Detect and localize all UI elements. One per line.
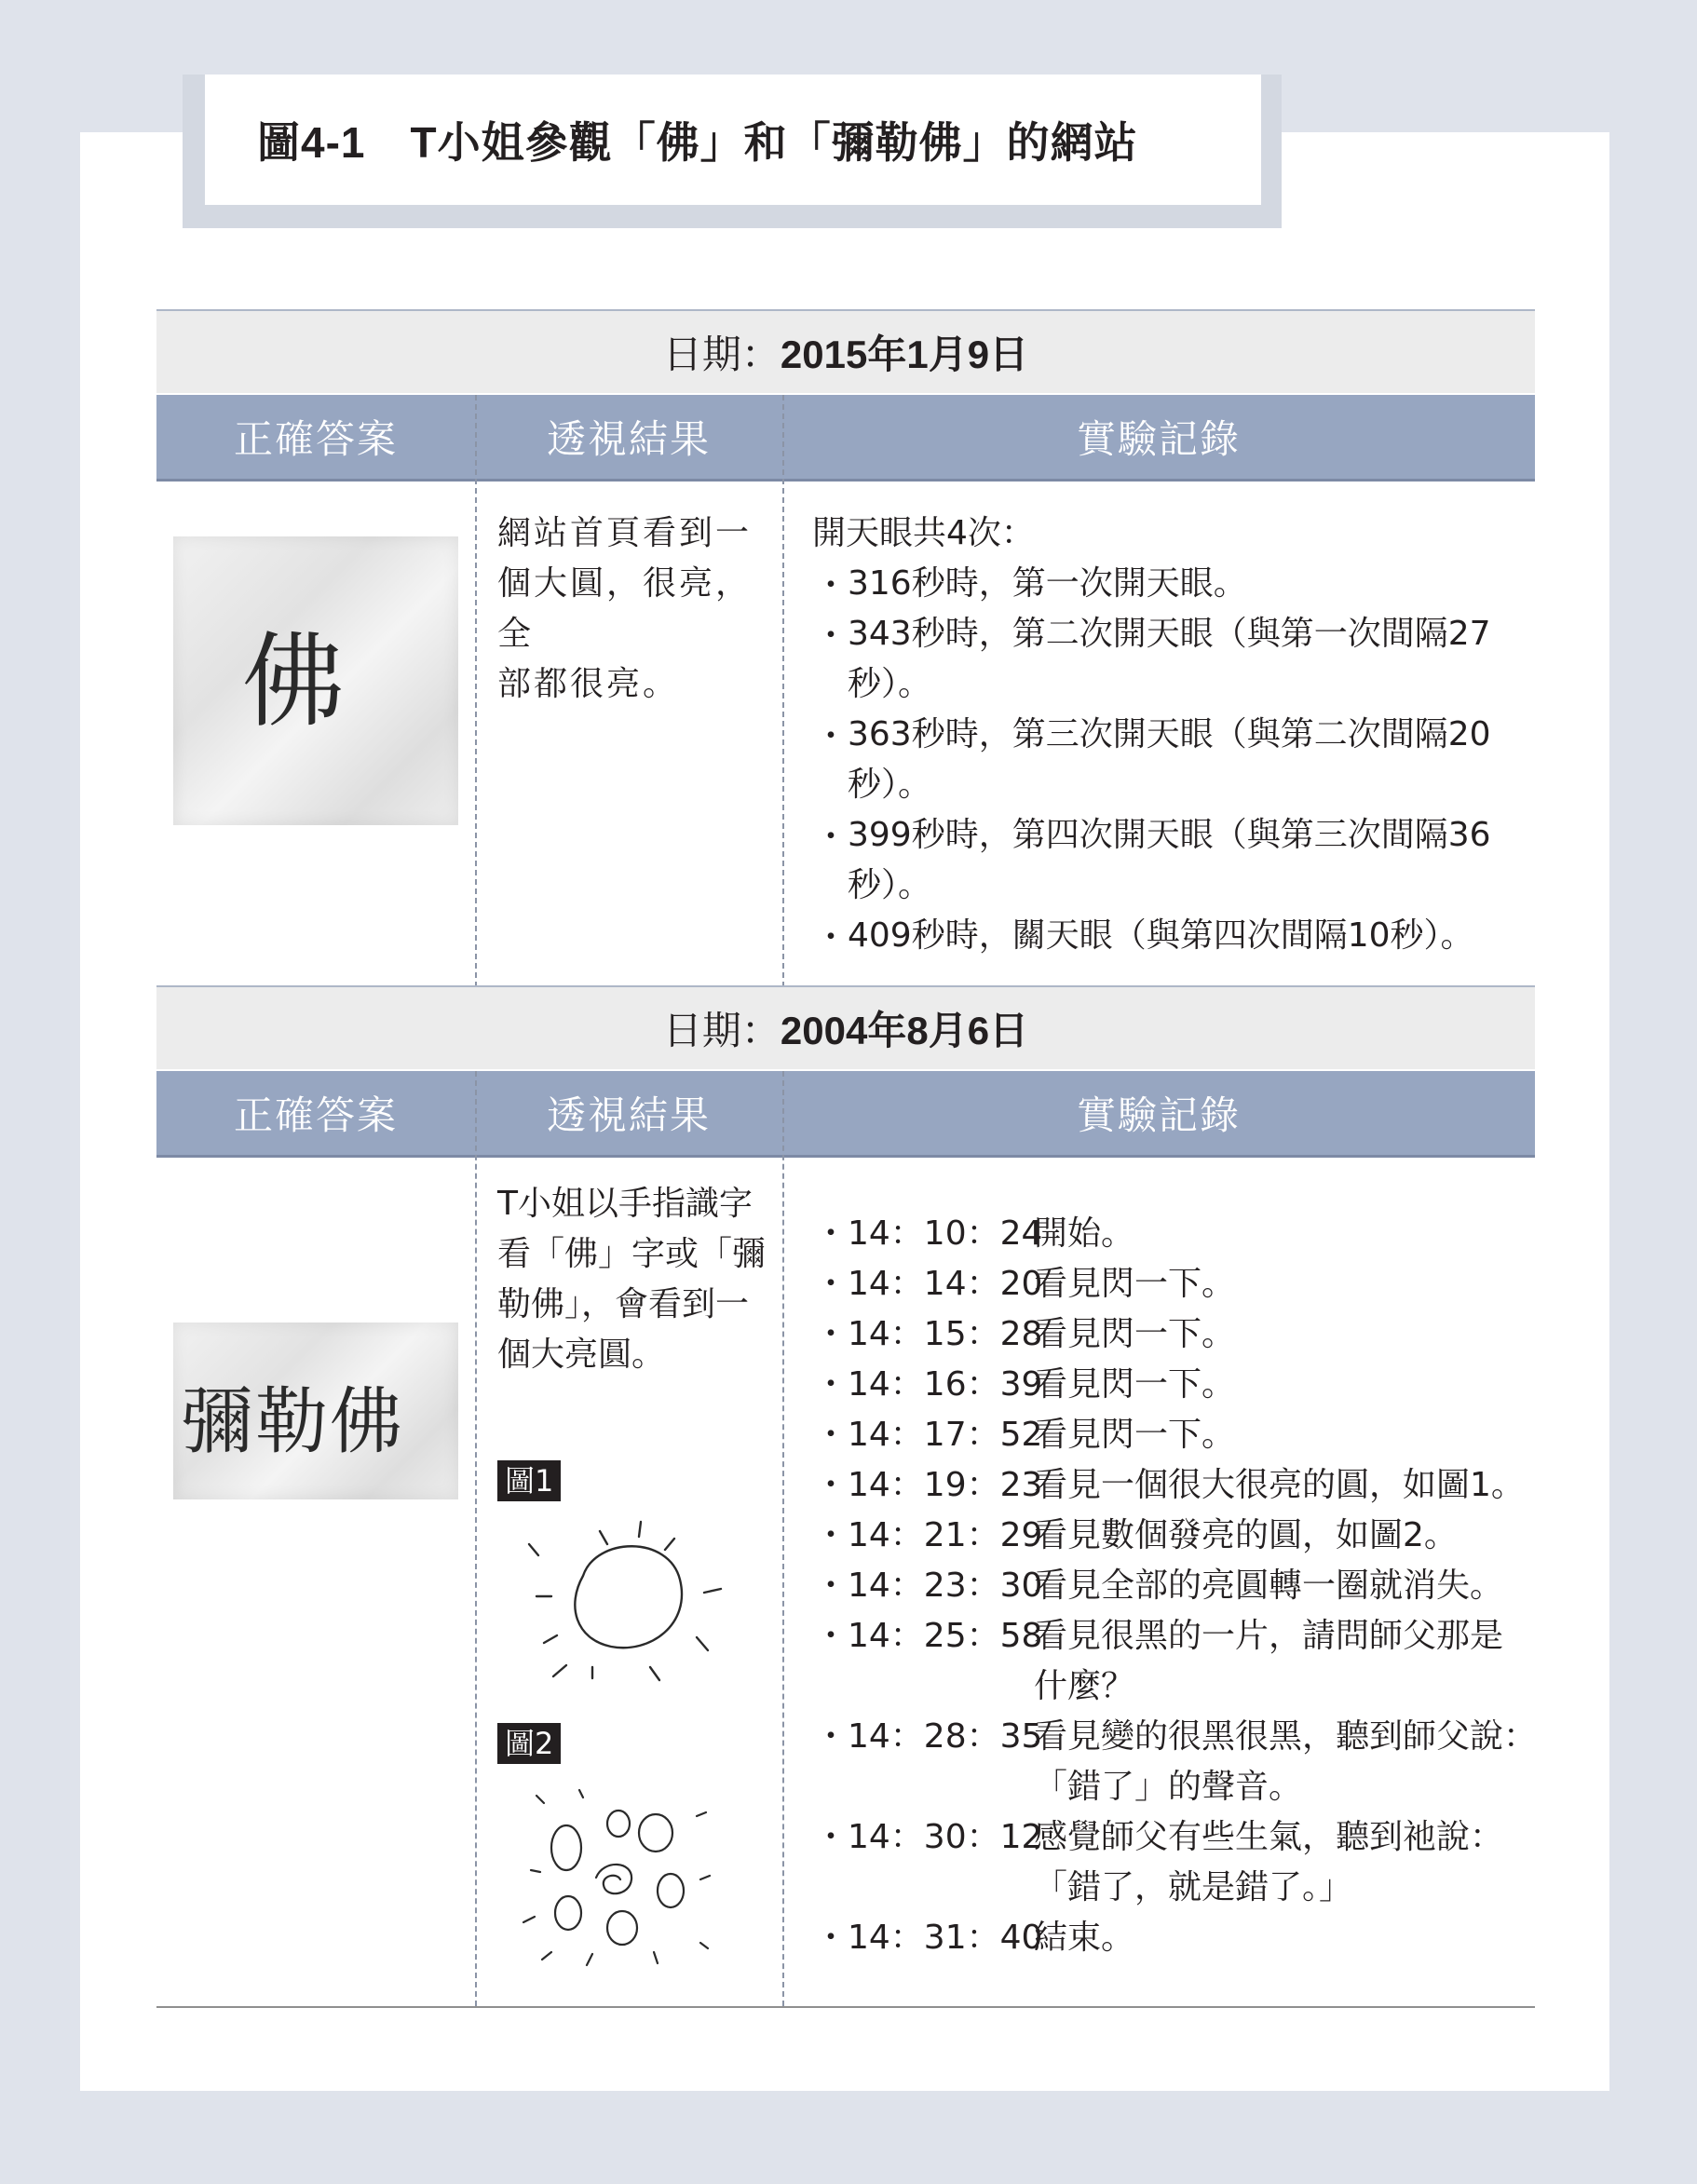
record-text-line: 看見數個發亮的圓，如圖2。 xyxy=(1034,1516,1458,1554)
figure-number: 圖4-1 xyxy=(257,118,366,167)
figure-title-box xyxy=(205,75,1261,205)
record-time: 14：17：52 xyxy=(848,1416,1043,1454)
bullet-mark: ・ xyxy=(814,1365,848,1404)
figure-2-label: 圖2 xyxy=(497,1723,561,1764)
answer-photo-fo xyxy=(173,536,458,825)
bullet-mark: ・ xyxy=(814,1717,848,1756)
column-divider xyxy=(475,1071,477,2006)
record-time: 14：10：24 xyxy=(848,1214,1043,1253)
bullet-mark: ・ xyxy=(814,1315,848,1353)
section1-table xyxy=(156,309,1535,987)
record-time: 14：19：23 xyxy=(848,1466,1043,1504)
table-bottom-rule xyxy=(156,2006,1535,2008)
bullet-mark: ・ xyxy=(814,1567,848,1605)
section2-date-row xyxy=(156,985,1535,1069)
date-label: 日期： xyxy=(662,332,781,376)
record-text-line: 「錯了」的聲音。 xyxy=(1034,1768,1303,1806)
section2-header-row xyxy=(156,1071,1535,1158)
bullet-mark: ・ xyxy=(814,1265,848,1303)
result-line: 看「佛」字或「彌 xyxy=(497,1235,767,1273)
record-item-line: 秒）。 xyxy=(848,866,932,904)
record-time: 14：31：40 xyxy=(848,1919,1043,1957)
bullet-mark: ・ xyxy=(814,1919,848,1957)
header-answer: 正確答案 xyxy=(233,1092,398,1138)
record-item-line: 399秒時，第四次開天眼（與第三次間隔36 xyxy=(848,816,1491,854)
record-text-line: 「錯了，就是錯了。」 xyxy=(1034,1868,1353,1906)
answer-handwritten-text: 彌勒佛 xyxy=(181,1380,405,1464)
date-value: 2004年8月6日 xyxy=(780,1009,1029,1052)
record-time: 14：16：39 xyxy=(848,1365,1043,1404)
record-time: 14：15：28 xyxy=(848,1315,1043,1353)
section2-result-text xyxy=(497,1179,777,1380)
result-line: 個大圓，很亮，全 xyxy=(497,564,753,653)
section1-record xyxy=(812,509,1529,559)
header-result: 透視結果 xyxy=(546,416,711,462)
answer-handwritten-char: 佛 xyxy=(242,622,345,741)
date-value: 2015年1月9日 xyxy=(780,332,1029,376)
header-record: 實驗記錄 xyxy=(1076,1092,1241,1138)
result-line: 個大亮圓。 xyxy=(497,1336,666,1374)
record-time: 14：21：29 xyxy=(848,1516,1043,1554)
section1-result-text xyxy=(497,509,777,710)
record-item-line: 343秒時，第二次開天眼（與第一次間隔27 xyxy=(848,615,1491,653)
record-time: 14：30：12 xyxy=(848,1818,1043,1856)
record-text-line: 看見閃一下。 xyxy=(1034,1365,1236,1404)
record-time: 14：23：30 xyxy=(848,1567,1043,1605)
header-answer: 正確答案 xyxy=(233,416,398,462)
circles-sketch-figure-2 xyxy=(514,1768,756,1982)
bullet-mark: ・ xyxy=(814,717,848,755)
bullet-mark: ・ xyxy=(814,1416,848,1454)
result-line: 部都很亮。 xyxy=(497,665,680,703)
record-text-line: 看見閃一下。 xyxy=(1034,1315,1236,1353)
result-line: 網站首頁看到一 xyxy=(497,514,753,552)
record-text-line: 看見很黑的一片，請問師父那是 xyxy=(1034,1617,1504,1655)
sun-sketch-figure-1 xyxy=(510,1503,753,1717)
bullet-mark: ・ xyxy=(814,918,848,956)
record-intro: 開天眼共4次： xyxy=(812,514,1035,552)
section1-date-row xyxy=(156,309,1535,393)
record-text-line: 看見一個很大很亮的圓，如圖1。 xyxy=(1034,1466,1525,1504)
bullet-mark: ・ xyxy=(814,1818,848,1856)
bullet-mark: ・ xyxy=(814,1617,848,1655)
record-text-line: 看見全部的亮圓轉一圈就消失。 xyxy=(1034,1567,1504,1605)
section2-table xyxy=(156,985,1538,2015)
column-divider xyxy=(782,1071,784,2006)
result-line: 勒佛」，會看到一 xyxy=(497,1285,750,1323)
bullet-mark: ・ xyxy=(814,1516,848,1554)
figure-1-label: 圖1 xyxy=(497,1460,561,1501)
record-item-line: 409秒時，關天眼（與第四次間隔10秒）。 xyxy=(848,916,1474,955)
record-item-line: 363秒時，第三次開天眼（與第二次間隔20 xyxy=(848,715,1491,753)
record-text-line: 看見閃一下。 xyxy=(1034,1416,1236,1454)
bullet-mark: ・ xyxy=(814,1214,848,1253)
column-divider xyxy=(782,395,784,987)
record-item-line: 秒）。 xyxy=(848,766,932,804)
record-item-line: 316秒時，第一次開天眼。 xyxy=(848,564,1247,603)
record-time: 14：28：35 xyxy=(848,1717,1043,1756)
result-line: T小姐以手指識字 xyxy=(497,1185,753,1223)
record-text-line: 什麼？ xyxy=(1034,1667,1135,1705)
record-time: 14：25：58 xyxy=(848,1617,1043,1655)
date-label: 日期： xyxy=(662,1009,781,1052)
record-text-line: 看見變的很黑很黑，聽到師父說： xyxy=(1034,1717,1538,1756)
record-time: 14：14：20 xyxy=(848,1265,1043,1303)
bullet-mark: ・ xyxy=(814,818,848,856)
bullet-mark: ・ xyxy=(814,1466,848,1504)
record-item-line: 秒）。 xyxy=(848,665,932,703)
bullet-mark: ・ xyxy=(814,566,848,604)
record-text-line: 開始。 xyxy=(1034,1214,1135,1253)
figure-title: T小姐參觀「佛」和「彌勒佛」的網站 xyxy=(410,118,1138,167)
column-divider xyxy=(475,395,477,987)
record-text-line: 感覺師父有些生氣，聽到祂說： xyxy=(1034,1818,1504,1856)
record-text-line: 看見閃一下。 xyxy=(1034,1265,1236,1303)
header-record: 實驗記錄 xyxy=(1076,416,1241,462)
answer-photo-mile-fo xyxy=(173,1323,458,1499)
record-text-line: 結束。 xyxy=(1034,1919,1135,1957)
section1-header-row xyxy=(156,395,1535,482)
header-result: 透視結果 xyxy=(546,1092,711,1138)
bullet-mark: ・ xyxy=(814,617,848,655)
